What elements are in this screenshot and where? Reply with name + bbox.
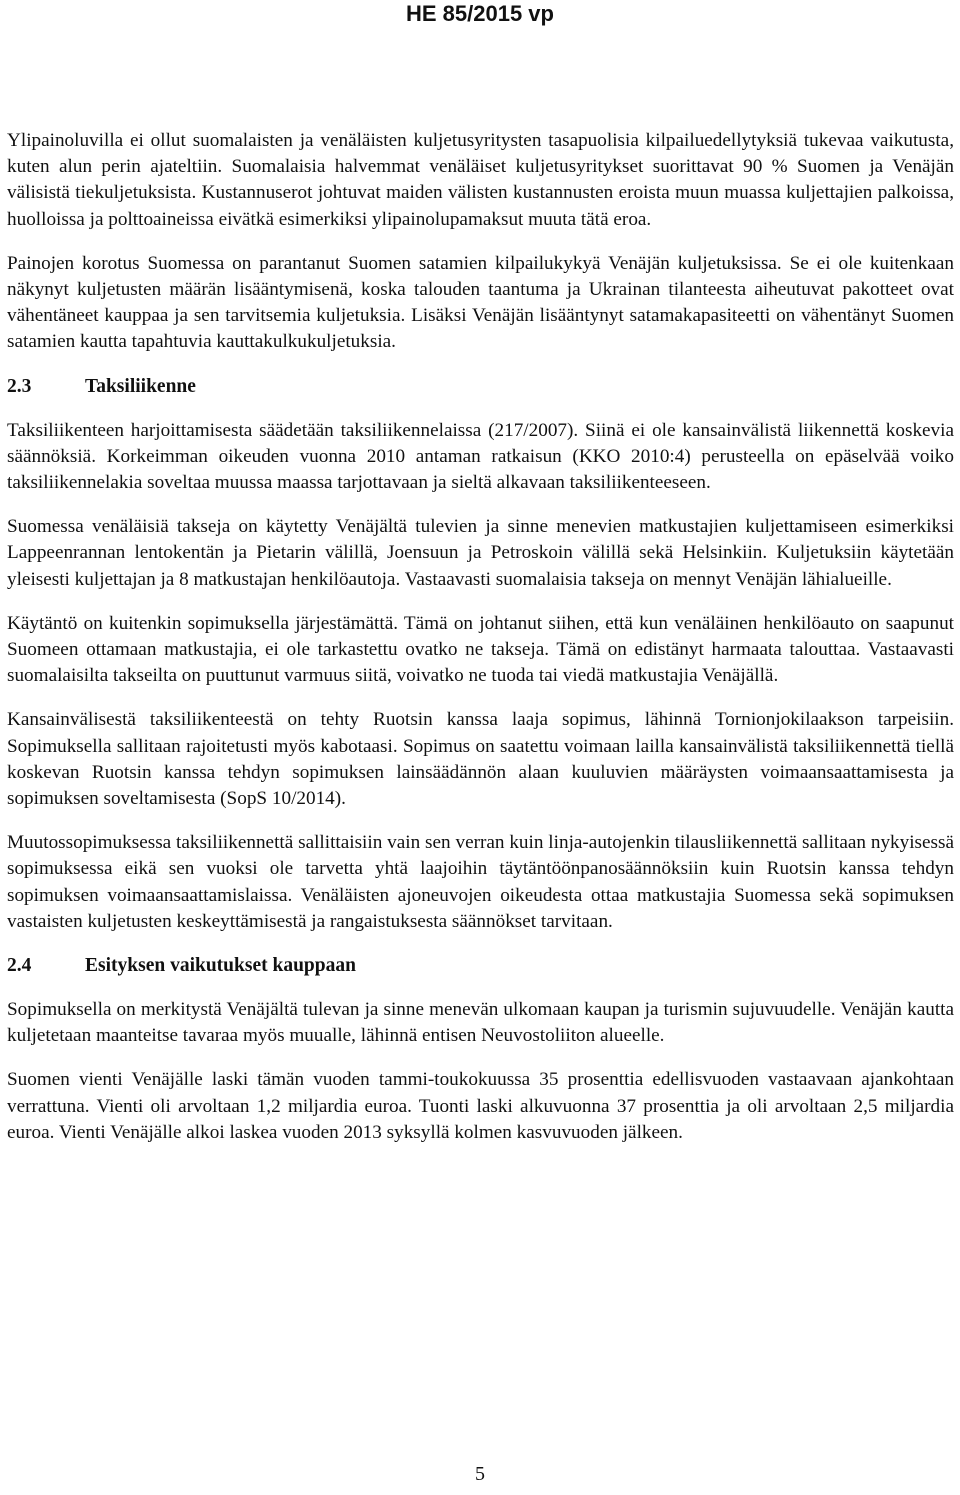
section-heading-taxi-traffic — [7, 374, 954, 400]
section-heading-trade-impact — [7, 953, 954, 979]
section-number: 2.4 — [7, 955, 32, 977]
document-body — [7, 128, 954, 1164]
paragraph-sweden-agreement: Kansainvälisestä taksiliikenteestä on tehty Ruotsin kanssa laaja sopimus, lähinnä Tornionjokilaakson tarpeisiin. Sopimuksella sallitaan rajoitetusti myös kabotaasi. Sopimus on saatettu voimaan lailla kansainvälistä taksiliikennettä tiellä koskevan Ruotsin kanssa tehdyn sopimuksen lainsäädännön alaan kuuluvien määräysten voimaansaattamisesta ja sopimuksen soveltamisesta (SopS 10/2014). — [7, 709, 954, 810]
page-number: 5 — [475, 1463, 485, 1485]
paragraph-overweight-permits: Ylipainoluvilla ei ollut suomalaisten ja venäläisten kuljetusyritysten tasapuolisia kilpailuedellytyksiä tukevaa vaikutusta, kuten alun perin ajateltiin. Suomalaisia halvemmat venäläiset kuljetusyritykset suorittavat 90 % Suomen ja Venäjän välisistä tiekuljetuksista. Kustannuserot johtuvat maiden välisten kustannusten eroista muun muassa kuljettajien palkoissa, huolloissa ja polttoaineissa eivätkä esimerkiksi ylipainolupamaksut muuta tätä eroa. — [7, 130, 954, 230]
paragraph-russian-taxis: Suomessa venäläisiä takseja on käytetty Venäjältä tulevien ja sinne menevien matkustajien kuljettamiseen esimerkiksi Lappeenrannan lentokentän ja Pietarin välillä, Joensuun ja Petroskoin välillä sekä Helsinkiin. Kuljetuksiin käytetään yleisesti kuljettajan ja 8 matkustajan henkilöautoja. Vastaavasti suomalaisia takseja on mennyt Venäjän lähialueille. — [7, 516, 954, 590]
paragraph-export-figures: Suomen vienti Venäjälle laski tämän vuoden tammi-toukokuussa 35 prosenttia edellisvuoden vastaavaan ajankohtaan verrattuna. Vienti oli arvoltaan 1,2 miljardia euroa. Tuonti laski alkuvuonna 37 prosenttia ja oli arvoltaan 2,5 miljardia euroa. Vienti Venäjälle alkoi laskea vuoden 2013 syksyllä kolmen kasvuvuoden jälkeen. — [7, 1069, 954, 1143]
section-number: 2.3 — [7, 375, 32, 397]
paragraph-amendment-agreement: Muutossopimuksessa taksiliikennettä sallittaisiin vain sen verran kuin linja-autojenkin tilausliikennettä sallitaan nykyisessä sopimuksessa eikä sen vuoksi ole tarvetta yhtä laajoihin täytäntöönpanosäännöksiin kuin Ruotsin kanssa tehdyn sopimuksen voimaansaattamislaissa. Venäläisten ajoneuvojen oikeudesta ottaa matkustajia Suomessa sekä sopimuksen vastaisten kuljetusten keskeyttämisestä ja rangaistuksesta säännökset tarvitaan. — [7, 832, 954, 932]
section-title: Taksiliikenne — [85, 375, 196, 397]
paragraph-trade-significance: Sopimuksella on merkitystä Venäjältä tulevan ja sinne menevän ulkomaan kaupan ja turismin sujuvuudelle. Venäjän kautta kuljetetaan maanteitse tavaraa myös muualle, lähinnä entisen Neuvostoliiton alueelle. — [7, 999, 954, 1047]
paragraph-practice-unregulated: Käytäntö on kuitenkin sopimuksella järjestämättä. Tämä on johtanut siihen, että kun venäläinen henkilöauto on saapunut Suomeen ottamaan matkustajia, ei ole tarkastettu ovatko ne takseja. Tämä on edistänyt harmaata talouttaa. Vastaavasti suomalaisilta takseilta on puuttunut varmuus siitä, voivatko ne tuoda tai viedä matkustajia Venäjällä. — [7, 612, 954, 687]
section-title: Esityksen vaikutukset kauppaan — [85, 955, 356, 977]
document-header: HE 85/2015 vp — [406, 1, 554, 26]
paragraph-weight-increase: Painojen korotus Suomessa on parantanut Suomen satamien kilpailukykyä Venäjän kuljetuksissa. Se ei ole kuitenkaan näkynyt kuljetusten määrän lisääntymisenä, koska talouden taantuma ja Ukrainan tilanteesta aiheutuvat pakotteet ovat vähentäneet kauppaa ja sen tarvitsemia kuljetuksia. Lisäksi Venäjän lisääntynyt satamakapasiteetti on vähentänyt Suomen satamien kautta tapahtuvia kauttakulkukuljetuksia. — [7, 252, 954, 353]
paragraph-taxi-legislation: Taksiliikenteen harjoittamisesta säädetään taksiliikennelaissa (217/2007). Siinä ei ole kansainvälistä liikennettä koskevia säännöksiä. Korkeimman oikeuden vuonna 2010 antaman ratkaisun (KKO 2010:4) perusteella on epäselvää voiko taksiliikennelakia soveltaa muussa maassa tarjottavaan ja sieltä alkavaan taksiliikenteeseen. — [7, 419, 954, 494]
